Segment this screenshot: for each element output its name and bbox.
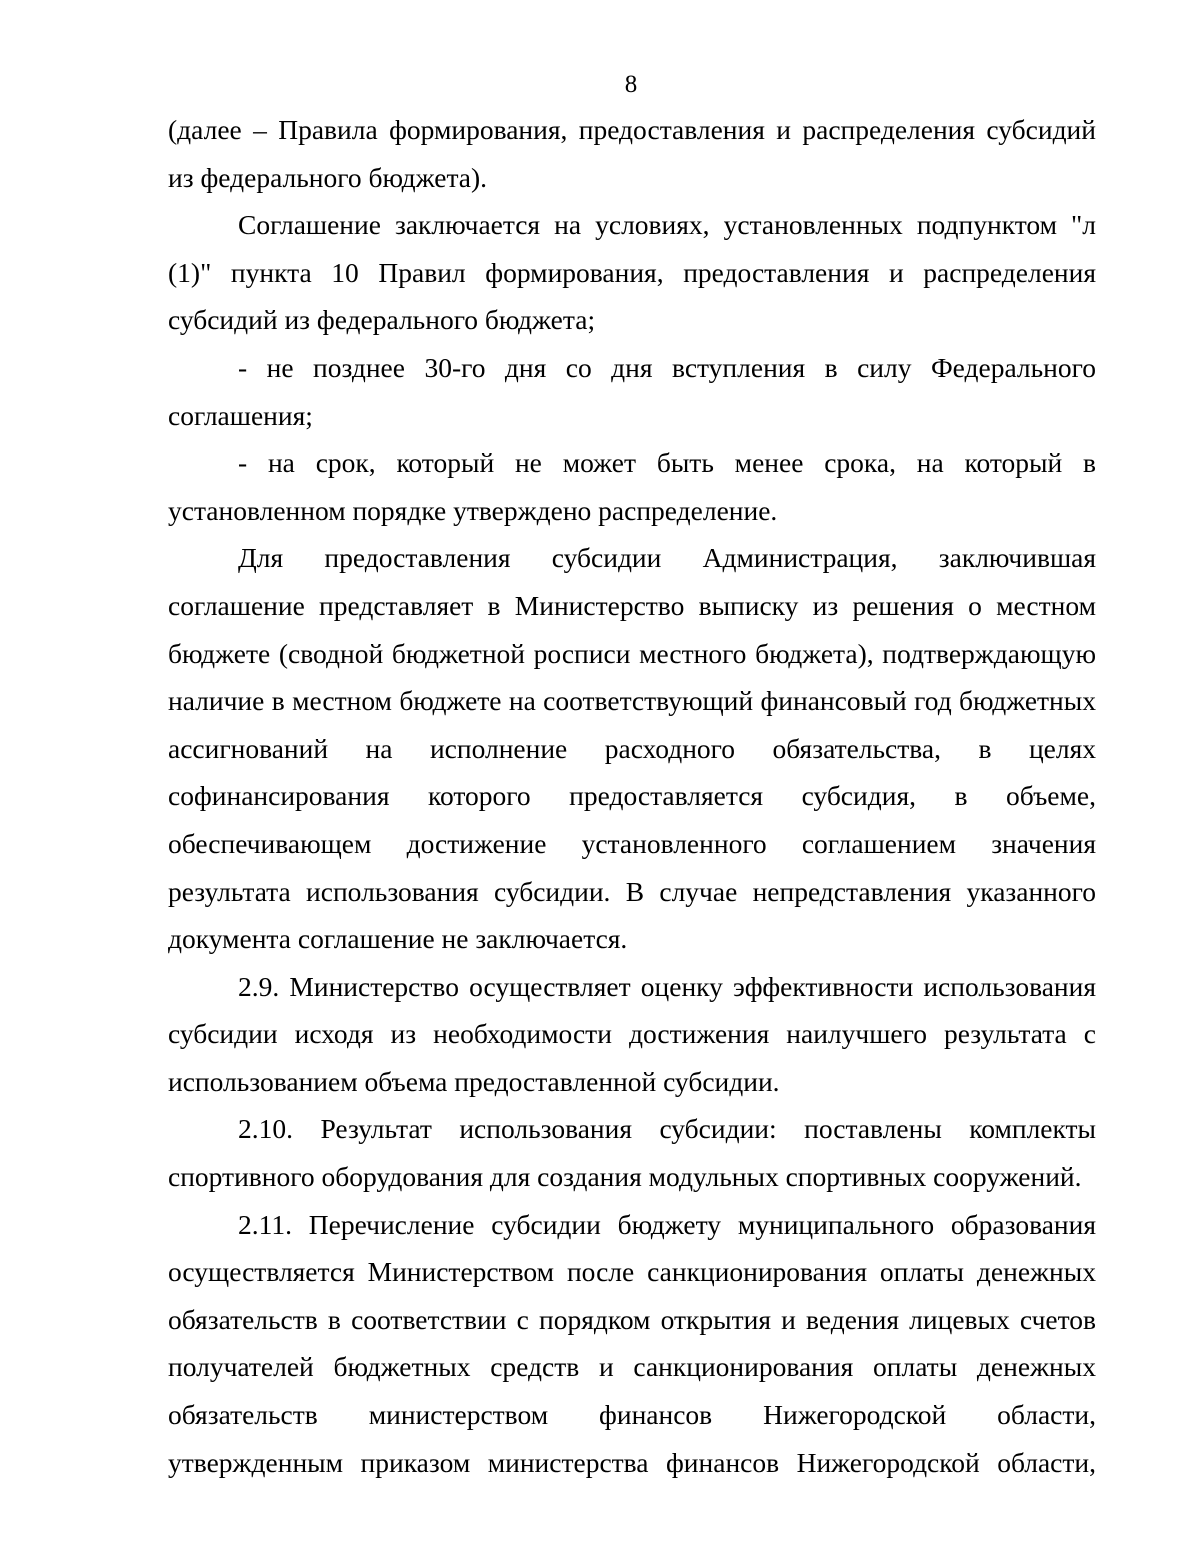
paragraph-agreement-terms: Соглашение заключается на условиях, установленных подпунктом "л (1)" пункта 10 Правил формирования, предоставления и распределения субсидий из федерального бюджета; — [168, 209, 1096, 336]
paragraph-section-2-11: 2.11. Перечисление субсидии бюджету муниципального образования осуществляется Министерством после санкционирования оплаты денежных обязательств в соответствии с порядком открытия и ведения лицевых счетов получателей бюджетных средств и санкционирования оплаты денежных обязательств министерством финансов Нижегородской области, утвержденным приказом министерства финансов Нижегородской области, — [168, 1208, 1096, 1478]
paragraph-term-item: - на срок, который не может быть менее срока, на который в установленном порядке утверждено распределение. — [168, 447, 1096, 526]
document-body — [168, 106, 1096, 1486]
page-number: 8 — [624, 71, 638, 98]
paragraph-section-2-9: 2.9. Министерство осуществляет оценку эффективности использования субсидии исходя из необходимости достижения наилучшего результата с использованием объема предоставленной субсидии. — [168, 970, 1096, 1097]
paragraph-continuation: (далее – Правила формирования, предоставления и распределения субсидий из федерального бюджета). — [168, 114, 1096, 193]
paragraph-deadline-item: - не позднее 30-го дня со дня вступления в силу Федерального соглашения; — [168, 351, 1096, 431]
paragraph-section-2-10: 2.10. Результат использования субсидии: поставлены комплекты спортивного оборудования для создания модульных спортивных сооружений. — [168, 1113, 1096, 1193]
paragraph-subsidy-provision: Для предоставления субсидии Администрация, заключившая соглашение представляет в Министерство выписку из решения о местном бюджете (сводной бюджетной росписи местного бюджета), подтверждающую наличие в местном бюджете на соответствующий финансовый год бюджетных ассигнований на исполнение расходного обязательства, в целях софинансирования которого предоставляется субсидия, в объеме, обеспечивающем достижение установленного соглашением значения результата использования субсидии. В случае непредставления указанного документа соглашение не заключается. — [168, 542, 1096, 955]
